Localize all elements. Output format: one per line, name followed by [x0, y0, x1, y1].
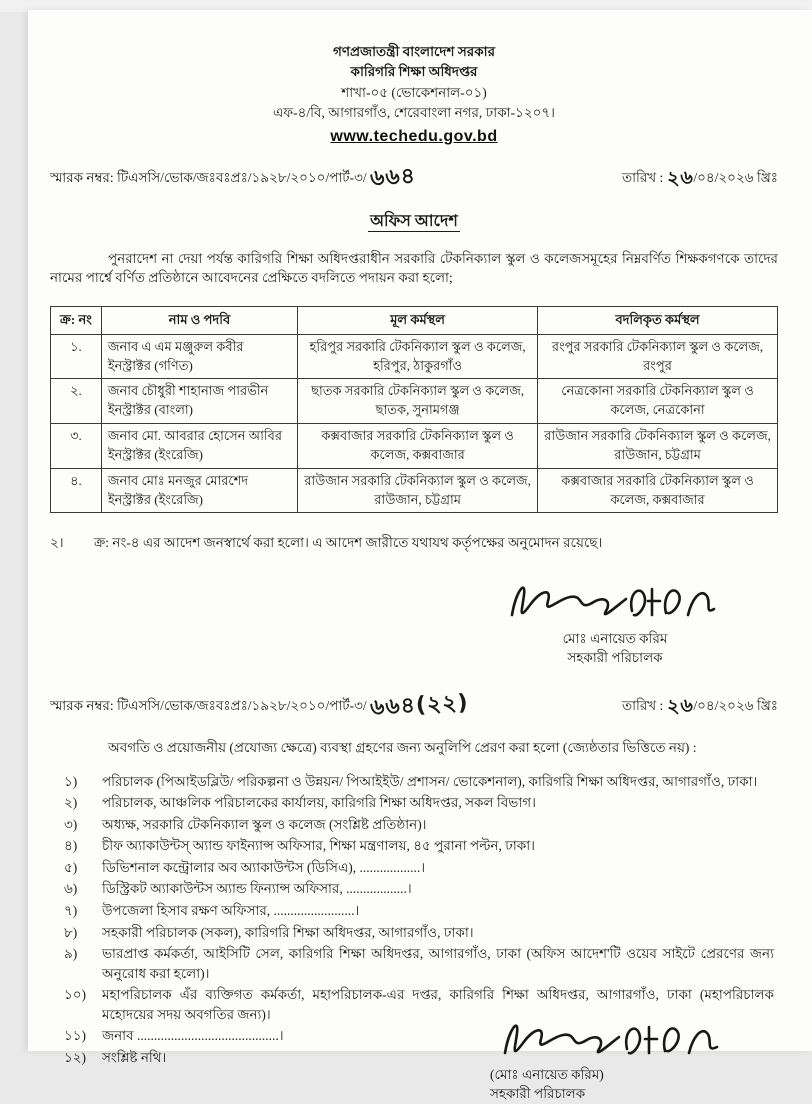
memo-row-1 [50, 163, 778, 192]
transfer-table [50, 306, 778, 514]
list-item: ৯) ভারপ্রাপ্ত কর্মকর্তা, আইসিটি সেল, কারিগরি শিক্ষা অধিদপ্তর, আগারগাঁও, ঢাকা (অফিস আদেশ'টি ওয়েব সাইটে প্রেরণের জন্য অনুরোধ করা হলো)। [64, 946, 774, 981]
section-line: শাখা-০৫ (ভোকেশনাল-০১) [341, 84, 487, 100]
government-name: গণপ্রজাতন্ত্রী বাংলাদেশ সরকার [332, 44, 496, 59]
list-item: ১) পরিচালক (পিআইডব্লিউ/ পরিকল্পনা ও উন্নয়ন/ পিআইইউ/ প্রশাসন/ ভোকেশনাল), কারিগরি শিক্ষা অধিদপ্তর, আগারগাঁও, ঢাকা। [64, 773, 758, 789]
signature-block-1 [490, 571, 740, 667]
clause-number: ২। [50, 535, 64, 551]
cell-transferred-station: কক্সবাজার সরকারি টেকনিক্যাল স্কুল ও কলেজ, কক্সবাজার [538, 468, 778, 513]
cell-current-station: ছাতক সরকারি টেকনিক্যাল স্কুল ও কলেজ, ছাতক, সুনামগঞ্জ [298, 379, 538, 424]
list-item: ৬) ডিস্ট্রিকট অ্যাকাউন্টস অ্যান্ড ফিন্যান্স অফিসার, ..................। [64, 881, 412, 897]
date-day-handwritten: ২৬ [666, 166, 694, 190]
list-item: ৩) অধ্যক্ষ, সরকারি টেকনিক্যাল স্কুল ও কলেজ (সংশ্লিষ্ট প্রতিষ্ঠান)। [64, 816, 427, 832]
signatory-designation: সহকারী পরিচালক [567, 649, 663, 665]
document-page [28, 10, 812, 1102]
memo-number-label: স্মারক নম্বর: টিএসসি/ভোক/জঃবঃপ্রঃ/১৯২৮/২০১০/পার্ট-৩/ [50, 170, 367, 185]
cell-name: জনাব চৌধুরী শাহানাজ পারভীন ইনস্ট্রাক্টর (বাংলা) [101, 379, 297, 424]
list-item: ১১) জনাব ..........................................। [64, 1028, 284, 1044]
list-item: ৫) ডিভিশনাল কন্ট্রোলার অব অ্যাকাউন্টস (ডিসিএ), ..................। [64, 859, 426, 875]
signature-block-2 [464, 1011, 740, 1103]
list-item: ২) পরিচালক, আঞ্চলিক পরিচালকের কার্যালয়, কারিগরি শিক্ষা অধিদপ্তর, সকল বিভাগ। [64, 795, 536, 811]
signatory-designation: সহকারী পরিচালক [490, 1086, 586, 1102]
cell-name: জনাব মো. আবরার হোসেন আবির ইনস্ট্রাক্টর (ইংরেজি) [101, 424, 297, 469]
memo-number-label: স্মারক নম্বর: টিএসসি/ভোক/জঃবঃপ্রঃ/১৯২৮/২০১০/পার্ট-৩/ [50, 698, 367, 714]
list-item: ১২) সংশ্লিষ্ট নথি। [64, 1049, 167, 1065]
list-item: ৭) উপজেলা হিসাব রক্ষণ অফিসার, ........................। [64, 902, 360, 918]
address-line: এফ-৪/বি, আগারগাঁও, শেরেবাংলা নগর, ঢাকা-১২০৭। [273, 104, 555, 120]
cell-serial: ২. [51, 379, 102, 424]
memo-number-handwritten: ৬৬৪ [369, 163, 417, 192]
cell-transferred-station: নেত্রকোনা সরকারি টেকনিক্যাল স্কুল ও কলেজ, নেত্রকোনা [538, 379, 778, 424]
cell-current-station: হরিপুর সরকারি টেকনিক্যাল স্কুল ও কলেজ, হরিপুর, ঠাকুরগাঁও [298, 334, 538, 379]
table-row [51, 424, 778, 469]
header-current-station: মূল কর্মস্থল [298, 306, 538, 334]
signatory-name: মোঃ এনায়েত করিম [562, 631, 668, 647]
list-item: ৪) চীফ অ্যাকাউন্টস্ অ্যান্ড ফাইন্যান্স অফিসার, শিক্ষা মন্ত্রণালয়, ৪৫ পুরানা পল্টন, ঢাকা। [64, 838, 535, 854]
cell-current-station: রাউজান সরকারি টেকনিক্যাল স্কুল ও কলেজ, রাউজান, চট্টগ্রাম [298, 468, 538, 513]
cell-serial: ৪. [51, 468, 102, 513]
table-row [51, 379, 778, 424]
date-rest: /০৪/২০২৬ খ্রিঃ [693, 170, 778, 185]
cell-serial: ১. [51, 334, 102, 379]
clause-text: ক্র: নং-৪ এর আদেশ জনস্বার্থে করা হলো। এ আদেশ জারীতে যথাযথ কর্তৃপক্ষের অনুমোদন রয়েছে। [94, 535, 603, 551]
copy-note: অবগতি ও প্রয়োজনীয় (প্রযোজ্য ক্ষেত্রে) ব্যবস্থা গ্রহণের জন্য অনুলিপি প্রেরণ করা হলো (জ্যেষ্ঠতার ভিত্তিতে নয়) : [108, 740, 697, 756]
cell-current-station: কক্সবাজার সরকারি টেকনিক্যাল স্কুল ও কলেজ, কক্সবাজার [298, 424, 538, 469]
signature-image [495, 1011, 735, 1069]
table-row [51, 468, 778, 513]
header-serial: ক্র: নং [51, 306, 102, 334]
list-item: ৮) সহকারী পরিচালক (সকল), কারিগরি শিক্ষা অধিদপ্তর, আগারগাঁও, ঢাকা। [64, 924, 474, 940]
signatory-name: (মোঃ এনায়েত করিম) [490, 1067, 604, 1083]
cell-name: জনাব এ এম মঞ্জুরুল কবীর ইনস্ট্রাক্টর (গণিত) [101, 334, 297, 379]
signature-image [500, 571, 730, 633]
order-paragraph: পুনরাদেশ না দেয়া পর্যন্ত কারিগরি শিক্ষা অধিদপ্তরাধীন সরকারি টেকনিক্যাল স্কুল ও কলেজসমূহের নিম্নবর্ণিত শিক্ষকগণকে তাদের নামের পার্শ্বে বর্ণিত প্রতিষ্ঠানে আবেদনের প্রেক্ষিতে বদলিতে পদায়ন করা হলো; [50, 250, 778, 286]
date-rest: /০৪/২০২৬ খ্রিঃ [693, 698, 778, 714]
header-name: নাম ও পদবি [101, 306, 297, 334]
table-header-row [51, 306, 778, 334]
table-row [51, 334, 778, 379]
date-label: তারিখ : [621, 170, 667, 185]
document-title: অফিস আদেশ [370, 212, 458, 230]
date-label: তারিখ : [621, 698, 667, 714]
header-transferred-station: বদলিকৃত কর্মস্থল [538, 306, 778, 334]
memo-number-handwritten: ৬৬৪(২২) [369, 690, 470, 722]
cell-transferred-station: রংপুর সরকারি টেকনিক্যাল স্কুল ও কলেজ, রংপুর [538, 334, 778, 379]
date-day-handwritten: ২৬ [666, 694, 694, 719]
list-item: ১০) মহাপরিচালক এঁর ব্যক্তিগত কর্মকর্তা, মহাপরিচালক-এর দপ্তর, কারিগরি শিক্ষা অধিদপ্তর, আগারগাঁও, ঢাকা (মহাপরিচালক মহোদয়ের সদয় অবগতির জন্য)। [64, 987, 774, 1022]
memo-row-2 [50, 690, 778, 722]
directorate-name: কারিগরি শিক্ষা অধিদপ্তর [350, 64, 478, 80]
cell-name: জনাব মোঃ মনজুর মোরশেদ ইনস্ট্রাক্টর (ইংরেজি) [101, 468, 297, 513]
clause-2 [50, 533, 778, 553]
website-link[interactable]: www.techedu.gov.bd [330, 128, 498, 145]
letterhead [50, 42, 778, 149]
cell-transferred-station: রাউজান সরকারি টেকনিক্যাল স্কুল ও কলেজ, রাউজান, চট্টগ্রাম [538, 424, 778, 469]
cell-serial: ৩. [51, 424, 102, 469]
